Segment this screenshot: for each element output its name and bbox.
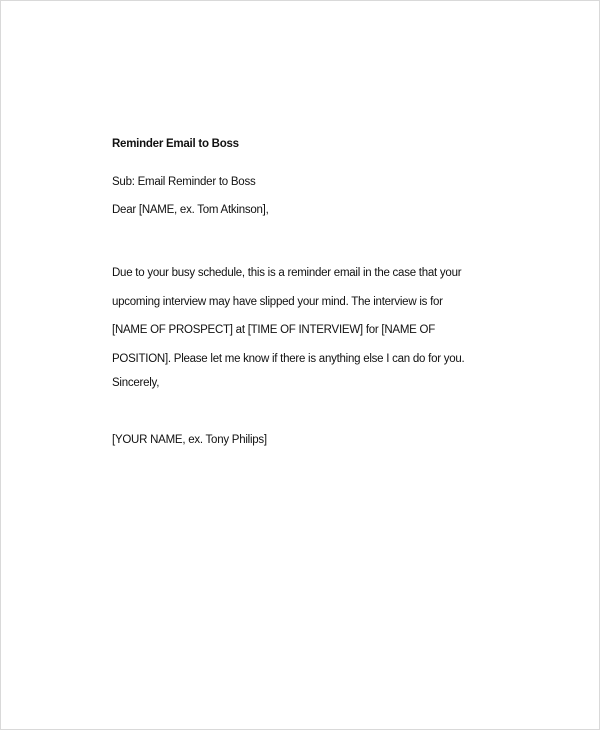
signature: [YOUR NAME, ex. Tony Philips]: [112, 434, 267, 446]
document-title: Reminder Email to Boss: [112, 138, 239, 150]
body-paragraph: Due to your busy schedule, this is a reminder email in the case that your upcoming interview may have slipped your mind. The interview is for [NAME OF PROSPECT] at [TIME OF INTERVIEW] for [NAME OF POSITION]. Please let me know if there is anything else I can do for you.: [112, 267, 465, 365]
salutation: Dear [NAME, ex. Tom Atkinson],: [112, 204, 269, 216]
closing: Sincerely,: [112, 377, 160, 389]
subject-line: Sub: Email Reminder to Boss: [112, 176, 256, 188]
